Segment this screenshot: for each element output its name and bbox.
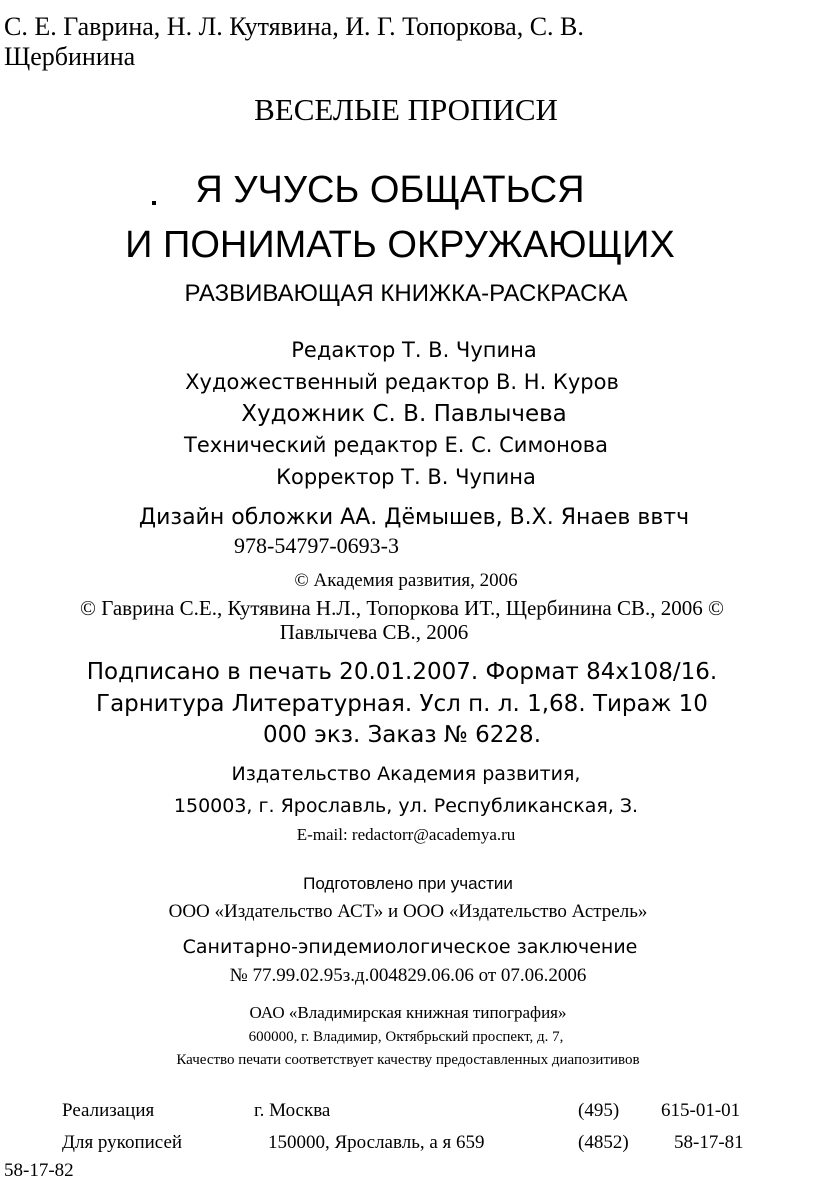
- credit-artist: Художник С. В. Павлычева: [241, 401, 567, 427]
- print-info-line-3: 000 экз. Заказ № 6228.: [262, 722, 542, 748]
- participation-companies: ООО «Издательство АСТ» и ООО «Издательство Астрель»: [168, 901, 648, 922]
- sanitary-line-2: № 77.99.02.95з.д.004829.06.06 от 07.06.2006: [229, 965, 587, 986]
- contact-label: Реализация: [62, 1100, 155, 1121]
- contact-label: Для рукописей: [62, 1132, 183, 1153]
- participation-label: Подготовлено при участии: [303, 874, 513, 893]
- printer-address: 600000, г. Владимир, Октябрьский проспект, д. 7,: [248, 1029, 564, 1045]
- copyright-authors-line-1: © Гаврина С.Е., Кутявина Н.Л., Топоркова ИТ., Щербинина СВ., 2006 ©: [80, 596, 724, 620]
- contact-extra-phone: 58-17-82: [4, 1160, 74, 1181]
- sanitary-line-1: Санитарно-эпидемиологическое заключение: [182, 936, 638, 958]
- series-title: ВЕСЕЛЫЕ ПРОПИСИ: [254, 92, 558, 127]
- book-subtitle: РАЗВИВАЮЩАЯ КНИЖКА-РАСКРАСКА: [184, 280, 628, 307]
- copyright-academy: © Академия развития, 2006: [294, 570, 518, 591]
- contact-phone: 615-01-01: [661, 1100, 741, 1121]
- copyright-authors-line-2: Павлычева СВ., 2006: [279, 620, 469, 644]
- contact-place: г. Москва: [254, 1100, 331, 1121]
- printer-quality: Качество печати соответствует качеству предоставленных диапозитивов: [176, 1052, 640, 1068]
- print-info-line-1: Подписано в печать 20.01.2007. Формат 84x108/16.: [86, 659, 718, 685]
- credit-art-editor: Художественный редактор В. Н. Куров: [185, 370, 619, 394]
- publisher-name: Издательство Академия развития,: [231, 763, 581, 785]
- contact-area-code: (495): [578, 1100, 620, 1121]
- credit-tech-editor: Технический редактор Е. С. Симонова: [184, 433, 608, 457]
- printer-name: ОАО «Владимирская книжная типография»: [249, 1003, 567, 1022]
- contact-area-code: (4852): [578, 1132, 629, 1153]
- credit-editor: Редактор Т. В. Чупина: [291, 338, 537, 362]
- contact-place: 150000, Ярославль, а я 659: [268, 1132, 485, 1153]
- isbn: 978-54797-0693-3: [234, 533, 399, 558]
- authors-line-2: Щербинина: [4, 42, 136, 71]
- credit-cover-design: Дизайн обложки АА. Дёмышев, В.Х. Янаев ввтч: [138, 505, 690, 530]
- publisher-address: 150003, г. Ярославль, ул. Республиканская, З.: [173, 795, 639, 817]
- publisher-email: E-mail: redactorr@academya.ru: [296, 825, 516, 844]
- authors-line-1: С. Е. Гаврина, Н. Л. Кутявина, И. Г. Топоркова, С. В.: [4, 12, 584, 41]
- book-title-line-1: Я УЧУСЬ ОБЩАТЬСЯ: [195, 169, 585, 211]
- book-title-line-2: И ПОНИМАТЬ ОКРУЖАЮЩИХ: [125, 224, 675, 266]
- credit-proofreader: Корректор Т. В. Чупина: [276, 465, 536, 489]
- contact-phone: 58-17-81: [674, 1132, 744, 1153]
- print-info-line-2: Гарнитура Литературная. Усл п. л. 1,68. Тираж 10: [96, 691, 708, 717]
